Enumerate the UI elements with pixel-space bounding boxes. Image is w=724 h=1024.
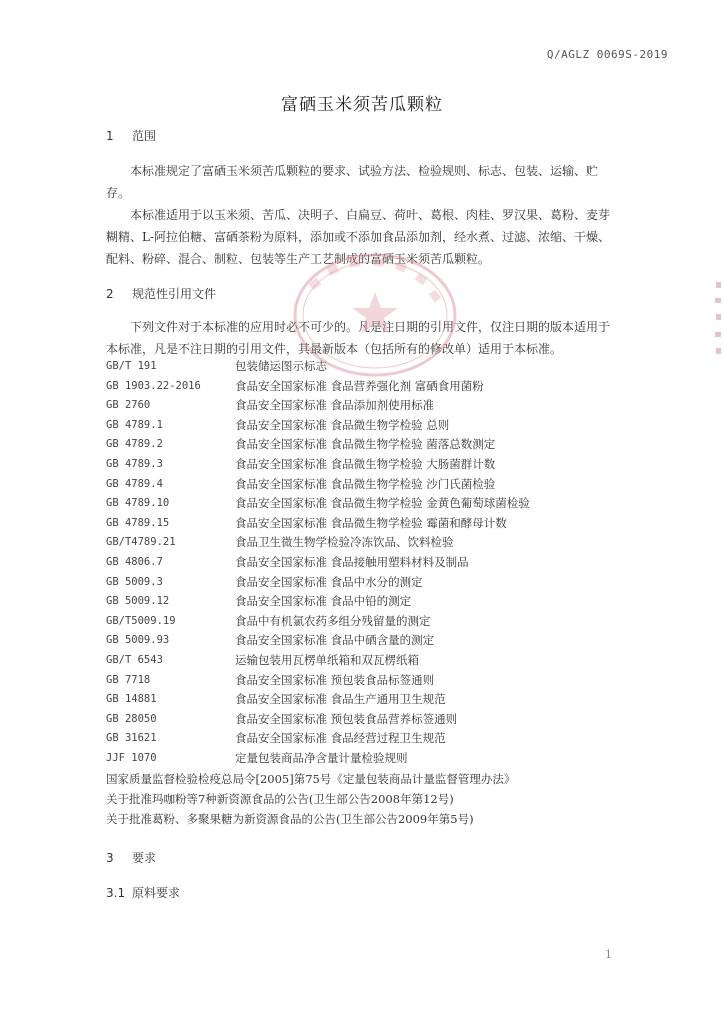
reference-title: 定量包装商品净含量计量检验规则 — [235, 750, 408, 765]
reference-code: GB/T 6543 — [106, 653, 163, 666]
reference-list — [106, 357, 626, 768]
section-number: 2 — [106, 287, 114, 301]
reference-title: 食品安全国家标准 食品微生物学检验 金黄色葡萄球菌检验 — [235, 496, 530, 511]
reference-row — [106, 553, 626, 573]
reference-title: 食品安全国家标准 食品微生物学检验 总则 — [235, 417, 450, 432]
reference-code: GB 5009.93 — [106, 634, 170, 647]
reference-title: 食品安全国家标准 食品经营过程卫生规范 — [235, 731, 446, 746]
reference-row — [106, 671, 626, 691]
reference-row — [106, 690, 626, 710]
reference-title: 食品安全国家标准 预包装食品标签通则 — [235, 672, 435, 687]
reference-code: GB 5009.12 — [106, 595, 170, 608]
reference-code: GB 4789.10 — [106, 497, 170, 510]
reference-row — [106, 357, 626, 377]
section-1-heading — [106, 127, 156, 144]
reference-code: GB/T 191 — [106, 360, 157, 372]
section-3-1-heading — [106, 884, 180, 901]
reference-code: GB 4789.3 — [106, 457, 163, 470]
reference-row — [106, 514, 626, 534]
reference-title: 食品安全国家标准 食品中硒含量的测定 — [235, 633, 435, 648]
section-number: 3 — [106, 851, 114, 865]
section-number: 1 — [106, 129, 114, 143]
reference-code: GB 4789.2 — [106, 438, 163, 451]
decree-item: 国家质量监督检验检疫总局令[2005]第75号《定量包装商品计量监督管理办法》 — [106, 772, 516, 786]
reference-code: JJF 1070 — [106, 751, 157, 764]
reference-code: GB 4789.4 — [106, 477, 163, 490]
reference-row — [106, 651, 626, 671]
reference-row — [106, 729, 626, 749]
scan-edge-marks — [710, 280, 724, 360]
references-intro: 下列文件对于本标准的应用时必不可少的。凡是注日期的引用文件，仅注日期的版本适用于本标准，凡是不注日期的引用文件，其最新版本（包括所有的修改单）适用于本标准。 — [106, 320, 611, 356]
reference-row — [106, 494, 626, 514]
reference-row — [106, 377, 626, 397]
reference-title: 食品安全国家标准 食品中水分的测定 — [235, 574, 423, 589]
section-number: 3.1 — [106, 886, 126, 900]
reference-code: GB 5009.3 — [106, 575, 163, 588]
reference-code: GB 2760 — [106, 399, 151, 412]
reference-code: GB 1903.22-2016 — [106, 379, 201, 392]
reference-row — [106, 416, 626, 436]
reference-row — [106, 710, 626, 730]
section-title: 规范性引用文件 — [132, 287, 217, 301]
reference-title: 运输包装用瓦楞单纸箱和双瓦楞纸箱 — [235, 652, 419, 667]
reference-title: 食品安全国家标准 食品营养强化剂 富硒食用菌粉 — [235, 378, 484, 393]
reference-title: 食品安全国家标准 食品微生物学检验 沙门氏菌检验 — [235, 476, 496, 491]
reference-title: 食品安全国家标准 食品微生物学检验 大肠菌群计数 — [235, 456, 496, 471]
reference-code: GB 28050 — [106, 712, 157, 725]
section-3-heading — [106, 849, 156, 866]
section-title: 原料要求 — [132, 886, 181, 900]
reference-code: GB 4789.15 — [106, 516, 170, 529]
reference-title: 包装储运图示标志 — [235, 359, 327, 373]
reference-title: 食品中有机氯农药多组分残留量的测定 — [235, 613, 431, 628]
standard-code: Q/AGLZ 0069S-2019 — [546, 48, 668, 61]
reference-title: 食品卫生微生物学检验冷冻饮品、饮料检验 — [235, 535, 454, 550]
reference-title: 食品安全国家标准 食品添加剂使用标准 — [235, 398, 435, 413]
reference-title: 食品安全国家标准 预包装食品营养标签通则 — [235, 711, 458, 726]
reference-code: GB/T5009.19 — [106, 614, 176, 627]
reference-row — [106, 455, 626, 475]
section-title: 要求 — [132, 851, 157, 865]
reference-row — [106, 396, 626, 416]
section-title: 范围 — [132, 129, 157, 143]
scope-paragraph-1: 本标准规定了富硒玉米须苦瓜颗粒的要求、试验方法、检验规则、标志、包装、运输、贮存。 — [106, 164, 599, 200]
reference-row — [106, 475, 626, 495]
reference-title: 食品安全国家标准 食品微生物学检验 菌落总数测定 — [235, 437, 496, 452]
reference-row — [106, 435, 626, 455]
scope-paragraph-2: 本标准适用于以玉米须、苦瓜、决明子、白扁豆、荷叶、葛根、肉桂、罗汉果、葛粉、麦芽糊精、L-阿拉伯糖、富硒茶粉为原料，添加或不添加食品添加剂，经水煮、过滤、浓缩、干燥、配料、粉碎、混合、制粒、包装等生产工艺制成的富硒玉米须苦瓜颗粒。 — [106, 208, 611, 266]
decree-list — [106, 769, 515, 829]
reference-row — [106, 612, 626, 632]
reference-row — [106, 533, 626, 553]
reference-code: GB/T4789.21 — [106, 536, 176, 549]
reference-title: 食品安全国家标准 食品微生物学检验 霉菌和酵母计数 — [235, 515, 507, 530]
reference-code: GB 7718 — [106, 673, 151, 686]
reference-code: GB 4789.1 — [106, 418, 163, 431]
decree-item: 关于批准玛咖粉等7种新资源食品的公告(卫生部公告2008年第12号) — [106, 792, 454, 806]
decree-item: 关于批准葛粉、多聚果糖为新资源食品的公告(卫生部公告2009年第5号) — [106, 812, 474, 826]
reference-row — [106, 592, 626, 612]
page-number: 1 — [605, 948, 612, 961]
reference-row — [106, 749, 626, 769]
reference-code: GB 14881 — [106, 693, 157, 706]
reference-title: 食品安全国家标准 食品生产通用卫生规范 — [235, 692, 446, 707]
reference-code: GB 31621 — [106, 732, 157, 745]
reference-title: 食品安全国家标准 食品中铅的测定 — [235, 594, 412, 609]
reference-code: GB 4806.7 — [106, 555, 163, 568]
reference-row — [106, 573, 626, 593]
document-title: 富硒玉米须苦瓜颗粒 — [281, 95, 443, 115]
reference-title: 食品安全国家标准 食品接触用塑料材料及制品 — [235, 554, 469, 569]
section-2-heading — [106, 285, 216, 302]
reference-row — [106, 631, 626, 651]
